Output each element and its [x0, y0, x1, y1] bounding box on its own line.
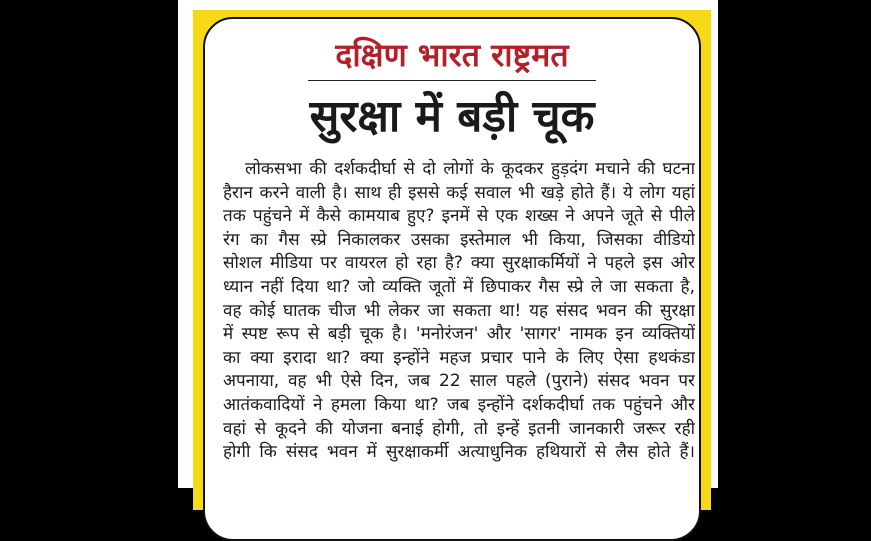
divider [308, 80, 596, 81]
newspaper-clipping [178, 0, 718, 488]
body-line: में स्पष्ट रूप से बड़ी चूक है। 'मनोरंजन' और 'सागर' नामक इन व्यक्तियों [223, 324, 695, 345]
body-line: सोशल मीडिया पर वायरल हो रहा है? क्या सुरक्षाकर्मियों ने पहले इस ओर [223, 253, 695, 274]
yellow-frame [193, 10, 711, 510]
editorial-box [203, 17, 701, 541]
body-line: तक पहुंचने में कैसे कामयाब हुए? इनमें से एक शख्स ने अपने जूते से पीले [223, 206, 695, 227]
body-line: ध्यान नहीं दिया था? जो व्यक्ति जूतों में छिपाकर गैस स्प्रे ले जा सकता है, [223, 276, 695, 297]
body-line: लोकसभा की दर्शकदीर्घा से दो लोगों के कूदकर हुड़दंग मचाने की घटना [245, 159, 695, 179]
body-line: अपनाया, वह भी ऐसे दिन, जब 22 साल पहले (पुराने) संसद भवन पर [223, 371, 695, 392]
headline: सुरक्षा में बड़ी चूक [309, 91, 595, 142]
masthead: दक्षिण भारत राष्ट्रमत [335, 36, 569, 74]
body-line: आतंकवादियों ने हमला किया था? जब इन्होंने दर्शकदीर्घा तक पहुंचने और [223, 394, 695, 415]
body-line: वह कोई घातक चीज भी लेकर जा सकता था! यह संसद भवन की सुरक्षा [223, 300, 695, 321]
body-line: हैरान करने वाली है। साथ ही इससे कई सवाल भी खड़े होते हैं। ये लोग यहां [223, 182, 695, 203]
body-line: होगी कि संसद भवन में सुरक्षाकर्मी अत्याधुनिक हथियारों से लैस होते हैं। [223, 442, 695, 463]
body-line: का क्या इरादा था? क्या इन्होंने महज प्रचार पाने के लिए ऐसा हथकंडा [223, 347, 695, 368]
body-line: वहां से कूदने की योजना बनाई होगी, तो इन्हें इतनी जानकारी जरूर रही [223, 418, 695, 439]
body-line: रंग का गैस स्प्रे निकालकर उसका इस्तेमाल भी किया, जिसका वीडियो [223, 229, 695, 250]
article-body [223, 158, 695, 465]
